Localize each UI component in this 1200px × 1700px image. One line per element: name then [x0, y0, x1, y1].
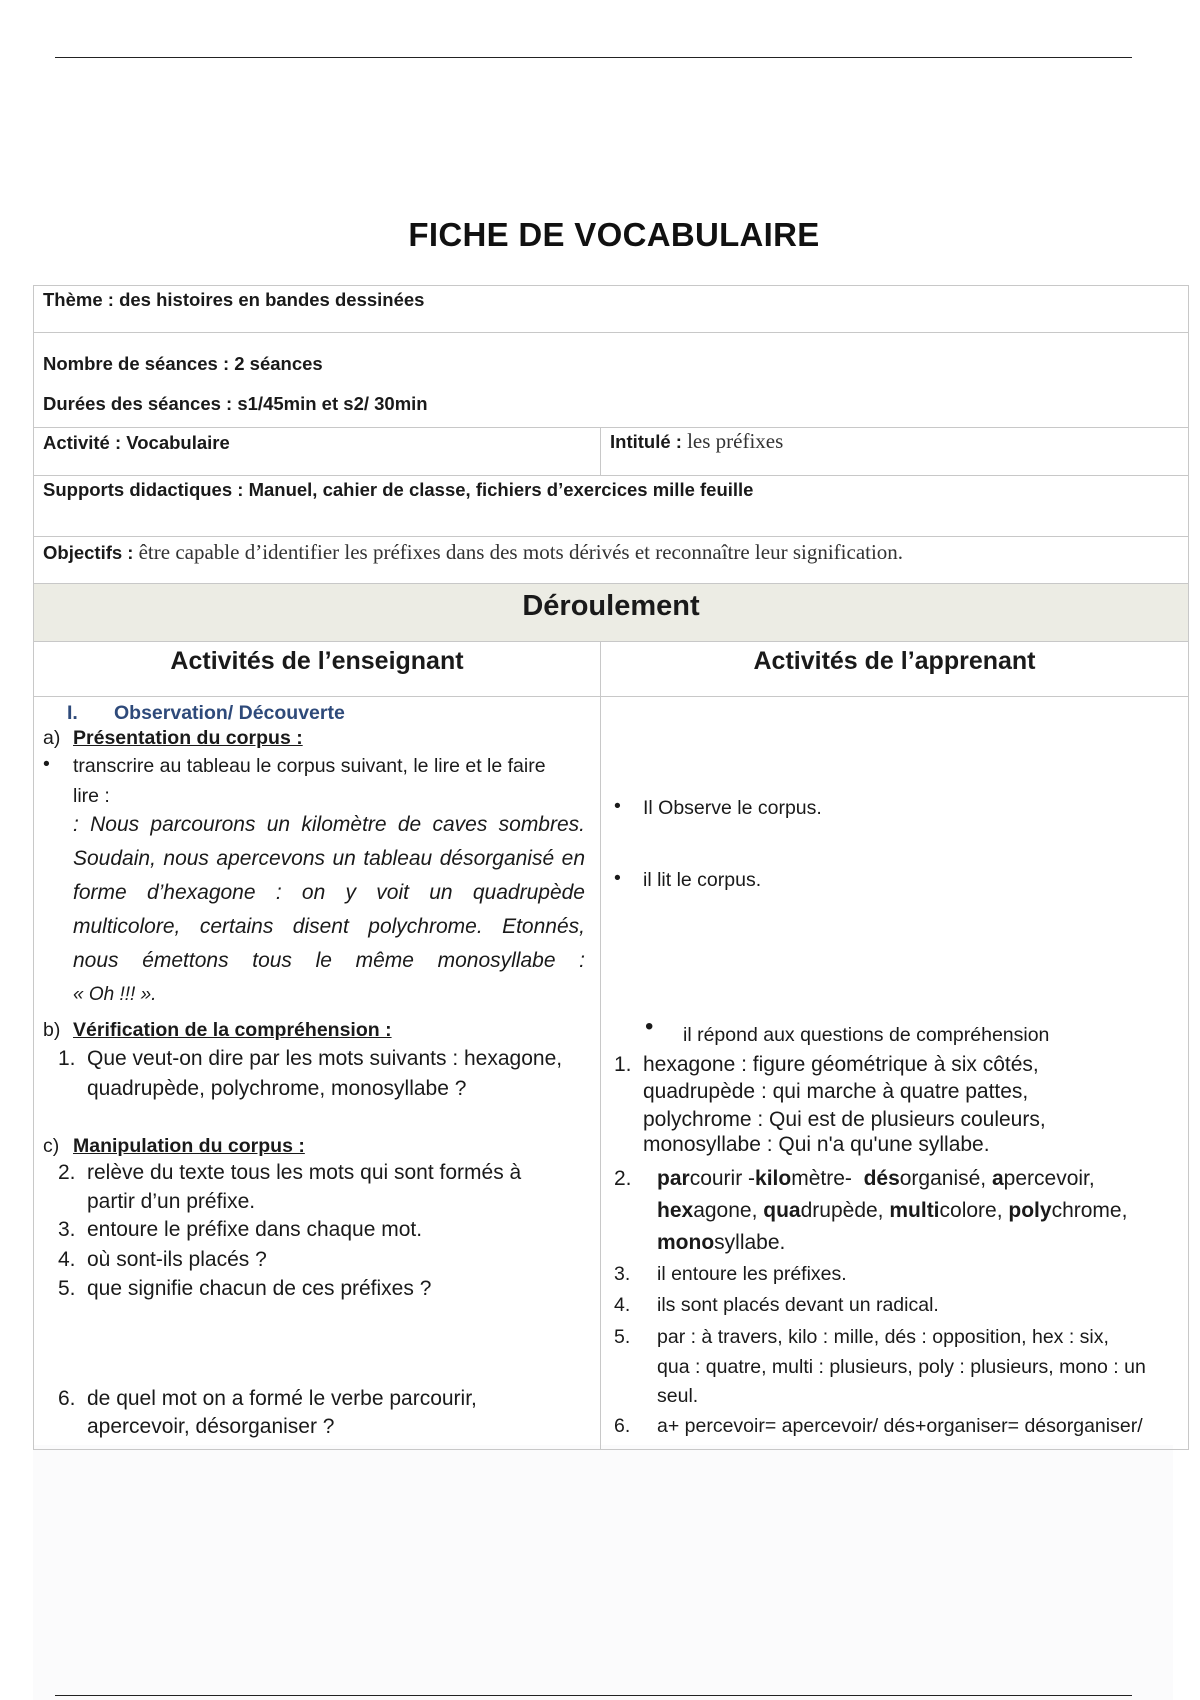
a2-line-1: parcourir -kilomètre- désorganisé, apercevoir, [657, 1167, 1095, 1190]
q1-number: 1. [58, 1047, 76, 1070]
theme-label: Thème : [43, 289, 114, 310]
row-deroulement [34, 584, 1189, 642]
corpus-line: forme d’hexagone : on y voit un quadrupède [73, 881, 585, 904]
a1-number: 1. [614, 1053, 632, 1076]
q4-text: où sont-ils placés ? [87, 1248, 267, 1271]
q3-text: entoure le préfixe dans chaque mot. [87, 1218, 423, 1241]
corpus-line: multicolore, certains disent polychrome. Etonnés, [73, 915, 585, 938]
learner-repond: il répond aux questions de compréhension [683, 1024, 1050, 1046]
a3-text: il entoure les préfixes. [657, 1263, 847, 1285]
learner-lit: il lit le corpus. [643, 869, 762, 891]
objectifs-value: être capable d’identifier les préfixes dans des mots dérivés et reconnaître leur signification. [138, 540, 904, 564]
row-column-headers [34, 642, 1189, 697]
a-title: Présentation du corpus : [73, 727, 303, 749]
row-theme [34, 286, 1189, 333]
a1-line: polychrome : Qui est de plusieurs couleurs, [643, 1108, 1046, 1131]
corpus-line: Soudain, nous apercevons un tableau désorganisé en [73, 847, 585, 870]
corpus-line: « Oh !!! ». [73, 984, 157, 1005]
row-activite [34, 428, 1189, 476]
a5-line: seul. [657, 1385, 699, 1407]
a2-number: 2. [614, 1167, 632, 1190]
row-content [34, 697, 1189, 1450]
a2-line-2: hexagone, quadrupède, multicolore, polychrome, [657, 1199, 1128, 1222]
learner-activities [601, 697, 1189, 1450]
activite-label: Activité : [43, 432, 122, 453]
duree-seances: Durées des séances : s1/45min et s2/ 30min [43, 393, 428, 414]
corpus-line: nous émettons tous le même monosyllabe : [73, 949, 585, 972]
learner-column-header: Activités de l’apprenant [601, 642, 1189, 697]
instruction-line-2: lire : [73, 785, 110, 807]
bullet: • [43, 753, 50, 775]
a1-line: monosyllabe : Qui n'a qu'une syllabe. [643, 1133, 990, 1156]
q3-number: 3. [58, 1218, 76, 1241]
a4-text: ils sont placés devant un radical. [657, 1294, 939, 1316]
activite-value: Vocabulaire [126, 432, 230, 453]
nombre-seances: Nombre de séances : 2 séances [43, 353, 323, 374]
bullet: • [645, 1013, 654, 1040]
corpus-line: : Nous parcourons un kilomètre de caves sombres. [73, 813, 585, 836]
q6-line-2: apercevoir, désorganiser ? [87, 1415, 335, 1438]
q2-line-2: partir d’un préfixe. [87, 1190, 256, 1213]
a6-number: 6. [614, 1415, 631, 1437]
q6-number: 6. [58, 1387, 76, 1410]
instruction-line-1: transcrire au tableau le corpus suivant, le lire et le faire [73, 755, 546, 777]
teacher-column-header: Activités de l’enseignant [34, 642, 601, 697]
footer-rule [55, 1695, 1132, 1696]
a5-line: qua : quatre, multi : plusieurs, poly : plusieurs, mono : un [657, 1356, 1146, 1378]
q6-line-1: de quel mot on a formé le verbe parcourir, [87, 1387, 477, 1410]
header-rule [55, 57, 1132, 58]
objectifs-label: Objectifs : [43, 542, 134, 563]
q1-line-1: Que veut-on dire par les mots suivants : hexagone, [87, 1047, 563, 1070]
b-marker: b) [43, 1019, 61, 1041]
section-number: I. [67, 702, 78, 724]
a1-line: quadrupède : qui marche à quatre pattes, [643, 1080, 1029, 1103]
a2-line-3: monosyllabe. [657, 1231, 786, 1254]
a1-line: hexagone : figure géométrique à six côtés, [643, 1053, 1039, 1076]
learner-observe: Il Observe le corpus. [643, 797, 822, 819]
a5-line: par : à travers, kilo : mille, dés : opposition, hex : six, [657, 1326, 1109, 1348]
section-title: Observation/ Découverte [114, 702, 345, 724]
intitule-value: les préfixes [687, 429, 784, 453]
page-bottom-area [33, 1445, 1173, 1700]
q5-number: 5. [58, 1277, 76, 1300]
a-marker: a) [43, 727, 61, 749]
lesson-table [33, 285, 1189, 1450]
c-title: Manipulation du corpus : [73, 1135, 305, 1157]
row-objectifs [34, 537, 1189, 584]
row-supports [34, 476, 1189, 537]
c-marker: c) [43, 1135, 60, 1157]
a4-number: 4. [614, 1294, 631, 1316]
page-title: FICHE DE VOCABULAIRE [408, 216, 820, 253]
q2-line-1: relève du texte tous les mots qui sont formés à [87, 1161, 522, 1184]
a5-number: 5. [614, 1326, 631, 1348]
a6-text: a+ percevoir= apercevoir/ dés+organiser= désorganiser/ [657, 1415, 1143, 1437]
q2-number: 2. [58, 1161, 76, 1184]
a3-number: 3. [614, 1263, 631, 1285]
q1-line-2: quadrupède, polychrome, monosyllabe ? [87, 1077, 467, 1100]
theme-value: des histoires en bandes dessinées [119, 289, 425, 310]
b-title: Vérification de la compréhension : [73, 1019, 392, 1041]
supports-value: Manuel, cahier de classe, fichiers d’exercices mille feuille [248, 479, 754, 500]
supports-label: Supports didactiques : [43, 479, 244, 500]
intitule-label: Intitulé : [610, 431, 682, 452]
teacher-activities [34, 697, 601, 1450]
q4-number: 4. [58, 1248, 76, 1271]
row-seances [34, 333, 1189, 428]
bullet: • [614, 795, 621, 817]
deroulement-heading: Déroulement [34, 584, 1189, 642]
bullet: • [614, 867, 621, 889]
q5-text: que signifie chacun de ces préfixes ? [87, 1277, 432, 1300]
